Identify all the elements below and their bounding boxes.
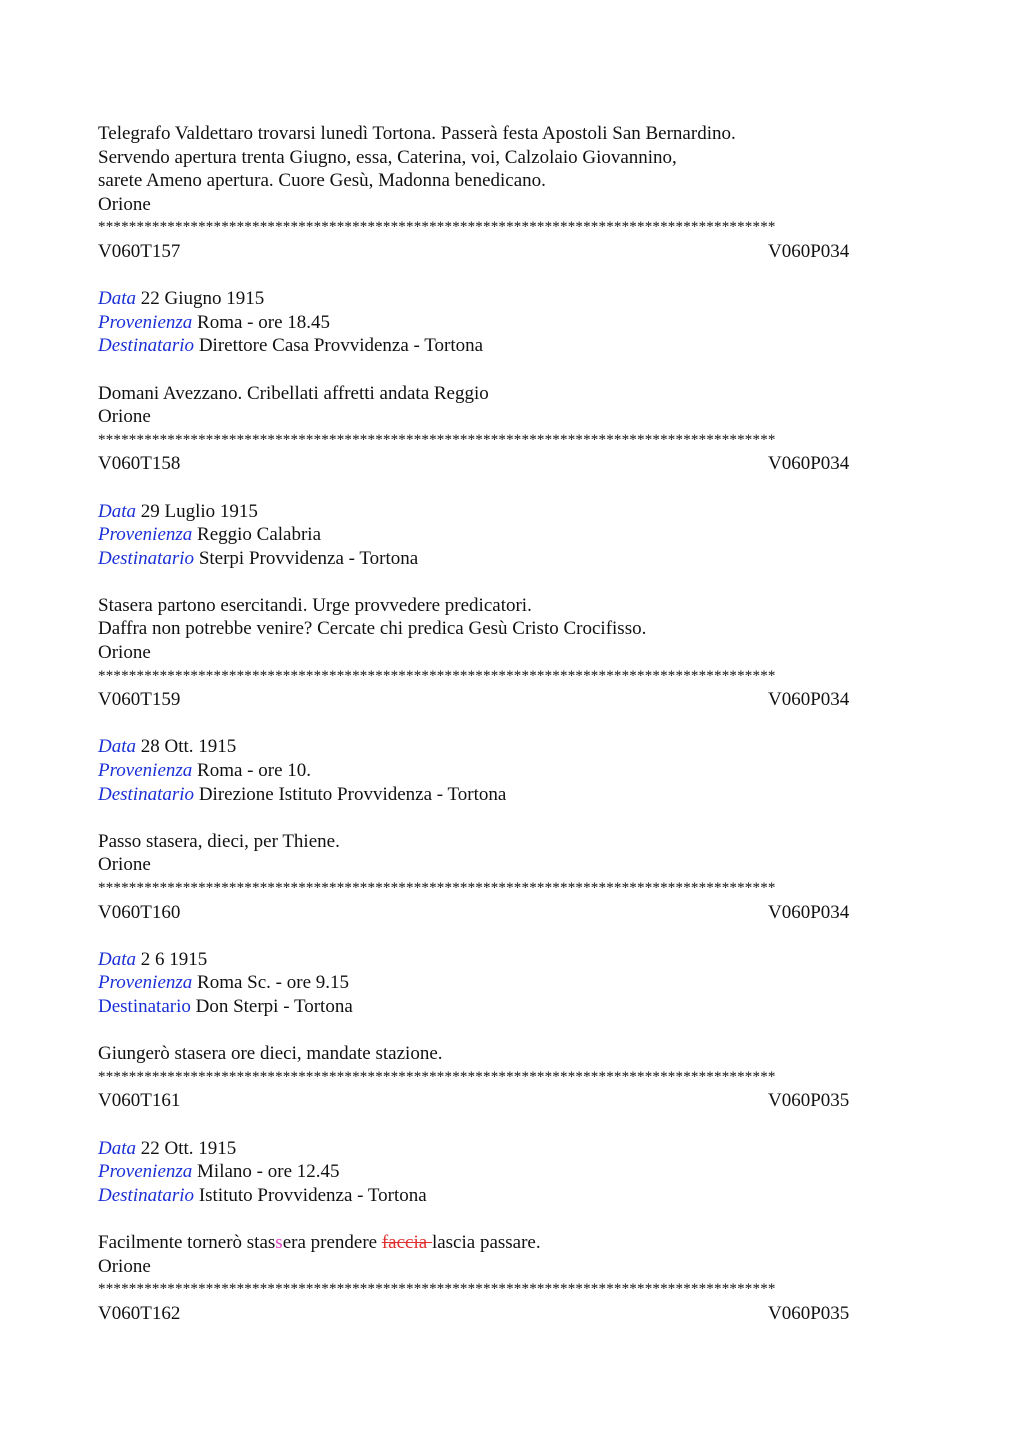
date-value: 28 Ott. 1915 bbox=[140, 736, 237, 758]
origin-value: Reggio Calabria bbox=[197, 524, 322, 546]
recipient-value: Direzione Istituto Provvidenza - Tortona bbox=[198, 783, 507, 805]
separator: **************************************************************************************** bbox=[98, 667, 776, 684]
intro-line-3: sarete Ameno apertura. Cuore Gesù, Madonna benedicano. bbox=[98, 170, 546, 192]
origin-label: Provenienza bbox=[98, 524, 193, 546]
origin-row bbox=[98, 1160, 928, 1184]
separator: **************************************************************************************** bbox=[98, 1068, 776, 1085]
date-value: 2 6 1915 bbox=[140, 948, 208, 970]
entry-id-row bbox=[98, 688, 928, 712]
recipient-label: Destinatario bbox=[98, 995, 191, 1017]
document-page bbox=[98, 122, 928, 1325]
recipient-row bbox=[98, 783, 928, 807]
message-line: Passo stasera, dieci, per Thiene. bbox=[98, 830, 340, 852]
date-value: 29 Luglio 1915 bbox=[140, 500, 258, 522]
date-label: Data bbox=[98, 500, 136, 522]
origin-row bbox=[98, 759, 928, 783]
message-line bbox=[98, 1231, 928, 1255]
date-label: Data bbox=[98, 288, 136, 310]
page-id: V060P034 bbox=[768, 901, 850, 923]
signature: Orione bbox=[98, 642, 151, 664]
origin-row bbox=[98, 523, 928, 547]
date-label: Data bbox=[98, 736, 136, 758]
recipient-label: Destinatario bbox=[98, 1184, 195, 1206]
origin-value: Roma Sc. - ore 9.15 bbox=[197, 972, 350, 994]
date-row bbox=[98, 1137, 928, 1161]
intro-line-2: Servendo apertura trenta Giugno, essa, Caterina, voi, Calzolaio Giovannino, bbox=[98, 146, 677, 168]
telegram-entry bbox=[98, 688, 928, 877]
origin-value: Roma - ore 10. bbox=[197, 760, 312, 782]
origin-label: Provenienza bbox=[98, 311, 193, 333]
date-row bbox=[98, 287, 928, 311]
date-value: 22 Ott. 1915 bbox=[140, 1137, 237, 1159]
recipient-value: Sterpi Provvidenza - Tortona bbox=[198, 547, 419, 569]
recipient-label: Destinatario bbox=[98, 783, 195, 805]
entry-id-row bbox=[98, 240, 928, 264]
recipient-label: Destinatario bbox=[98, 335, 195, 357]
telegram-id: V060T161 bbox=[98, 1090, 181, 1112]
separator: **************************************************************************************** bbox=[98, 1281, 776, 1298]
recipient-value: Don Sterpi - Tortona bbox=[195, 995, 353, 1017]
message-line: Stasera partono esercitandi. Urge provvedere predicatori. bbox=[98, 594, 532, 616]
deleted-text: faccia bbox=[381, 1231, 432, 1253]
origin-row bbox=[98, 311, 928, 335]
message-line: Daffra non potrebbe venire? Cercate chi predica Gesù Cristo Crocifisso. bbox=[98, 618, 647, 640]
origin-value: Milano - ore 12.45 bbox=[197, 1161, 340, 1183]
origin-label: Provenienza bbox=[98, 972, 193, 994]
message-line: Domani Avezzano. Cribellati affretti andata Reggio bbox=[98, 382, 489, 404]
origin-label: Provenienza bbox=[98, 1161, 193, 1183]
intro-line-1: Telegrafo Valdettaro trovarsi lunedì Tortona. Passerà festa Apostoli San Bernardino. bbox=[98, 123, 736, 144]
telegram-entry bbox=[98, 1089, 928, 1278]
recipient-row bbox=[98, 334, 928, 358]
telegram-id: V060T162 bbox=[98, 1302, 181, 1324]
entry-id-row bbox=[98, 901, 928, 925]
message-text: lascia passare. bbox=[431, 1231, 541, 1253]
page-id: V060P034 bbox=[768, 453, 850, 475]
telegram-entry bbox=[98, 452, 928, 664]
intro-signature: Orione bbox=[98, 193, 151, 215]
message-line: Giungerò stasera ore dieci, mandate stazione. bbox=[98, 1043, 443, 1065]
origin-label: Provenienza bbox=[98, 760, 193, 782]
entry-id-row bbox=[98, 1302, 928, 1326]
page-id: V060P035 bbox=[768, 1090, 850, 1112]
date-row bbox=[98, 500, 928, 524]
telegram-entry bbox=[98, 240, 928, 429]
origin-row bbox=[98, 971, 928, 995]
date-value: 22 Giugno 1915 bbox=[140, 288, 265, 310]
date-label: Data bbox=[98, 1137, 136, 1159]
separator: **************************************************************************************** bbox=[98, 880, 776, 896]
telegram-id: V060T158 bbox=[98, 453, 181, 475]
recipient-value: Istituto Provvidenza - Tortona bbox=[198, 1184, 427, 1206]
telegram-entry bbox=[98, 901, 928, 1066]
signature: Orione bbox=[98, 406, 151, 428]
page-id: V060P035 bbox=[768, 1302, 850, 1324]
separator: **************************************************************************************** bbox=[98, 431, 776, 448]
intro-block bbox=[98, 122, 928, 216]
recipient-value: Direttore Casa Provvidenza - Tortona bbox=[198, 335, 484, 357]
recipient-label: Destinatario bbox=[98, 547, 195, 569]
telegram-id: V060T157 bbox=[98, 240, 181, 262]
recipient-row bbox=[98, 995, 928, 1019]
message-text: era prendere bbox=[282, 1231, 382, 1253]
entry-id-row bbox=[98, 1089, 928, 1113]
date-row bbox=[98, 948, 928, 972]
page-id: V060P034 bbox=[768, 689, 850, 711]
signature: Orione bbox=[98, 854, 151, 876]
telegram-id: V060T160 bbox=[98, 901, 181, 923]
page-id: V060P034 bbox=[768, 240, 850, 262]
separator: **************************************************************************************** bbox=[98, 219, 776, 236]
telegram-id: V060T159 bbox=[98, 689, 181, 711]
origin-value: Roma - ore 18.45 bbox=[197, 311, 331, 333]
entry-id-row bbox=[98, 452, 928, 476]
recipient-row bbox=[98, 547, 928, 571]
inserted-text: s bbox=[275, 1231, 283, 1253]
message-text: Facilmente tornerò stas bbox=[98, 1231, 276, 1253]
date-row bbox=[98, 735, 928, 759]
date-label: Data bbox=[98, 948, 136, 970]
recipient-row bbox=[98, 1184, 928, 1208]
signature: Orione bbox=[98, 1255, 151, 1277]
